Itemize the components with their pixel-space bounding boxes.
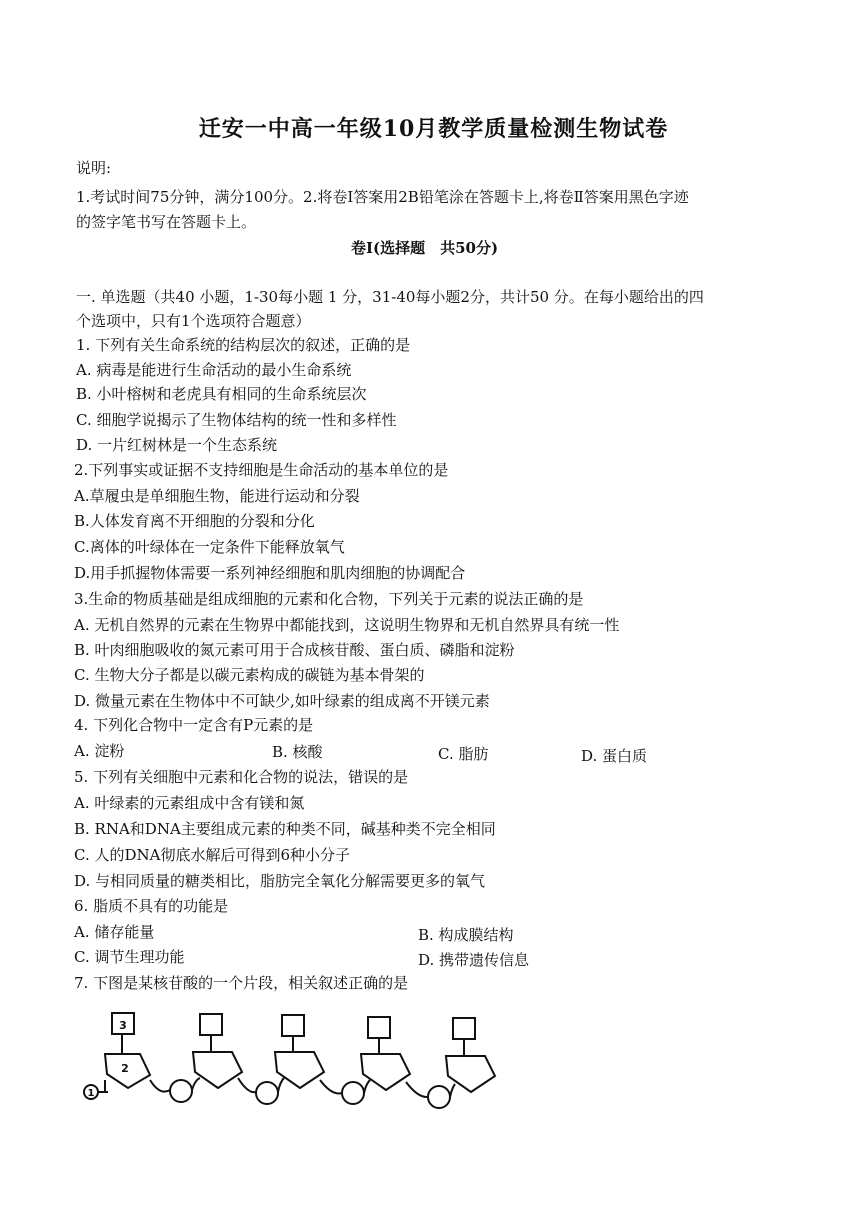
question-5-option-a: A. 叶绿素的元素组成中含有镁和氮	[74, 794, 305, 812]
phosphate-circle	[256, 1082, 278, 1104]
label-1: 1	[87, 1088, 95, 1099]
question-1-stem: 1. 下列有关生命系统的结构层次的叙述，正确的是	[76, 336, 411, 354]
label-2: 2	[121, 1062, 129, 1075]
label-3: 3	[119, 1019, 127, 1032]
question-4-option-d: D. 蛋白质	[581, 747, 648, 765]
question-3-option-b: B. 叶肉细胞吸收的氮元素可用于合成核苷酸、蛋白质、磷脂和淀粉	[74, 641, 515, 659]
question-6-option-c: C. 调节生理功能	[74, 948, 185, 966]
question-4-stem: 4. 下列化合物中一定含有P元素的是	[74, 716, 314, 734]
question-3-stem: 3.生命的物质基础是组成细胞的元素和化合物，下列关于元素的说法正确的是	[74, 590, 584, 608]
question-4-option-a: A. 淀粉	[74, 742, 125, 760]
question-2-option-a: A.草履虫是单细胞生物，能进行运动和分裂	[74, 487, 360, 505]
question-4-option-c: C. 脂肪	[438, 745, 489, 763]
question-6-option-b: B. 构成膜结构	[418, 926, 514, 944]
question-7-stem: 7. 下图是某核苷酸的一个片段，相关叙述正确的是	[74, 974, 409, 992]
base-box	[368, 1017, 390, 1038]
question-5-stem: 5. 下列有关细胞中元素和化合物的说法，错误的是	[74, 768, 409, 786]
backbone-link	[450, 1084, 455, 1097]
instructions-line-2: 个选项中，只有1个选项符合题意）	[76, 312, 311, 330]
question-1-option-c: C. 细胞学说揭示了生物体结构的统一性和多样性	[76, 411, 397, 429]
section-title: 卷Ⅰ(选择题 共50分)	[351, 239, 499, 257]
phosphate-circle	[428, 1086, 450, 1108]
question-2-option-d: D.用手抓握物体需要一系列神经细胞和肌肉细胞的协调配合	[74, 564, 466, 582]
backbone-link	[278, 1078, 284, 1092]
notes-line-1: 1.考试时间75分钟，满分100分。2.将卷Ⅰ答案用2B铅笔涂在答题卡上,将卷Ⅱ答案用黑色字迹	[76, 188, 689, 206]
question-5-option-b: B. RNA和DNA主要组成元素的种类不同，碱基种类不完全相同	[74, 820, 496, 838]
instructions-line-1: 一. 单选题（共40 小题，1-30每小题 1 分，31-40每小题2分，共计50 分。在每小题给出的四	[76, 288, 704, 306]
question-2-option-b: B.人体发育离不开细胞的分裂和分化	[74, 512, 315, 530]
question-6-option-d: D. 携带遗传信息	[418, 951, 530, 969]
question-1-option-a: A. 病毒是能进行生命活动的最小生命系统	[76, 361, 352, 379]
question-5-option-c: C. 人的DNA彻底水解后可得到6种小分子	[74, 846, 351, 864]
question-2-option-c: C.离体的叶绿体在一定条件下能释放氧气	[74, 538, 345, 556]
question-3-option-c: C. 生物大分子都是以碳元素构成的碳链为基本骨架的	[74, 666, 425, 684]
question-3-option-a: A. 无机自然界的元素在生物界中都能找到，这说明生物界和无机自然界具有统一性	[74, 616, 620, 634]
backbone-link	[192, 1078, 200, 1090]
question-1-option-b: B. 小叶榕树和老虎具有相同的生命系统层次	[76, 385, 367, 403]
pentose-sugar	[361, 1054, 410, 1090]
base-box	[453, 1018, 475, 1039]
pentose-sugar	[193, 1052, 242, 1088]
backbone-link	[320, 1080, 342, 1093]
question-2-stem: 2.下列事实或证据不支持细胞是生命活动的基本单位的是	[74, 461, 449, 479]
backbone-link	[238, 1078, 256, 1092]
pentose-sugar	[275, 1052, 324, 1088]
notes-label: 说明:	[76, 159, 112, 177]
question-6-option-a: A. 储存能量	[74, 923, 155, 941]
question-1-option-d: D. 一片红树林是一个生态系统	[76, 436, 278, 454]
base-box	[282, 1015, 304, 1036]
backbone-link	[364, 1080, 370, 1093]
backbone-link	[150, 1080, 170, 1092]
exam-title: 迁安一中高一年级10月教学质量检测生物试卷	[198, 116, 669, 142]
question-4-option-b: B. 核酸	[272, 743, 323, 761]
question-5-option-d: D. 与相同质量的糖类相比，脂肪完全氧化分解需要更多的氧气	[74, 872, 486, 890]
base-box	[200, 1014, 222, 1035]
phosphate-circle	[342, 1082, 364, 1104]
phosphate-circle	[170, 1080, 192, 1102]
backbone-link	[406, 1082, 428, 1097]
question-3-option-d: D. 微量元素在生物体中不可缺少,如叶绿素的组成离不开镁元素	[74, 692, 490, 710]
question-6-stem: 6. 脂质不具有的功能是	[74, 897, 229, 915]
notes-line-2: 的签字笔书写在答题卡上。	[76, 213, 257, 231]
